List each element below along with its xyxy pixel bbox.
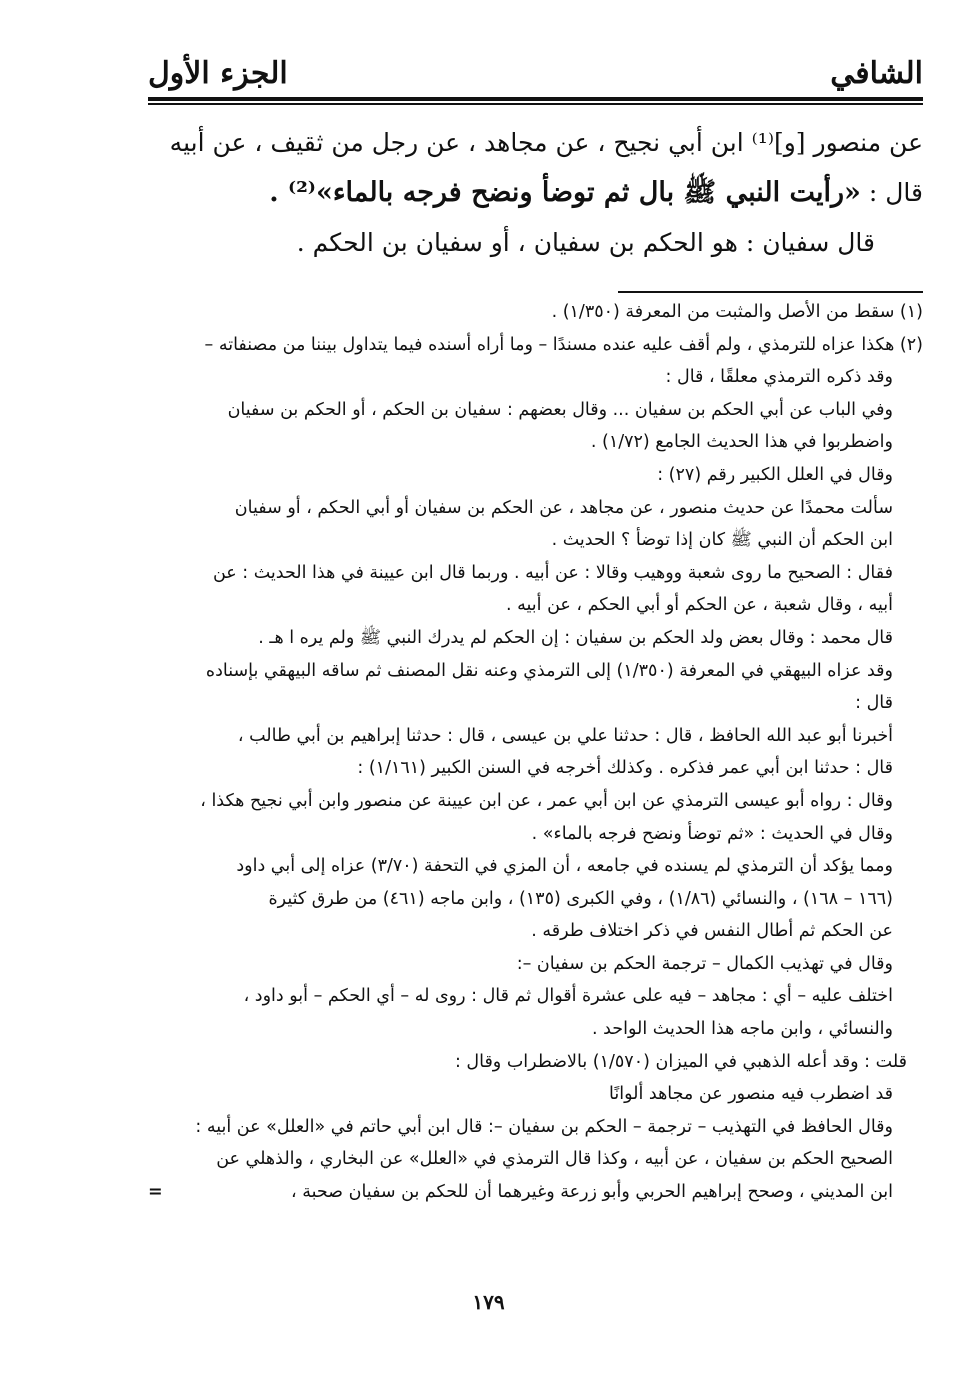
footnotes (148, 296, 923, 1209)
continuation-mark: = (148, 1182, 163, 1203)
footnote-text: ابن المديني ، وصحح إبراهيم الحربي وأبو زرعة وغيرهما أن للحكم بن سفيان صحبة ، (291, 1182, 893, 1203)
running-header (148, 44, 923, 96)
header-rule-thin (148, 103, 923, 105)
footnote-line: عن الحكم ثم أطال النفس في ذكر اختلاف طرقه . (531, 921, 893, 942)
footnote-line: سألت محمدًا عن حديث منصور ، عن مجاهد ، عن الحكم بن سفيان أو أبي الحكم ، أو سفيان (234, 497, 893, 518)
footnote-line: أبيه ، وقال شعبة ، عن الحكم أو أبي الحكم ، عن أبيه . (505, 595, 893, 616)
footnote-line: وقال في العلل الكبير رقم (٢٧) : (657, 464, 893, 485)
footnote-line: وقال : رواه أبو عيسى الترمذي عن ابن أبي عمر ، عن ابن عيينة عن منصور وابن أبي نجيح هكذا ، (200, 790, 893, 811)
footnote-line: وفي الباب عن أبي الحكم بن سفيان ... وقال بعضهم : سفيان بن الحكم ، أو الحكم بن سفيان (227, 399, 893, 420)
footnote-line: ومما يؤكد أن الترمذي لم يسنده في جامعه ، أن المزي في التحفة (٣/٧٠) عزاه إلى أبي داود (236, 856, 893, 877)
main-line (148, 168, 923, 218)
volume-label: الجزء الأول (148, 56, 288, 91)
footnote-line: وقد ذكره الترمذي معلقًا ، قال : (665, 367, 893, 388)
footnote-line: فقال : الصحيح ما روى شعبة ووهيب وقالا : عن أبيه . وربما قال ابن عيينة في هذا الحديث : عن (212, 562, 893, 583)
hadith-text: «رأيت النبي ﷺ بال ثم توضأ ونضح فرجه بالماء»⁽²⁾ . (269, 177, 861, 208)
footnote-line: قال : (855, 693, 893, 714)
footnote-line: قلت : وقد أعله الذهبي في الميزان (١/٥٧٠) بالاضطراب وقال : (454, 1051, 907, 1072)
footnote-line: (١) سقط من الأصل والمثبت من المعرفة (١/٣٥٠) . (551, 302, 923, 322)
hadith-intro: قال : (860, 178, 923, 207)
footnote-line (148, 1176, 923, 1209)
main-line: قال سفيان : هو الحكم بن سفيان ، أو سفيان بن الحكم . (296, 228, 875, 257)
footnote-line: قد اضطرب فيه منصور عن مجاهد ألوانًا (609, 1084, 893, 1105)
footnote-line: وقد عزاه البيهقي في المعرفة (١/٣٥٠) إلى الترمذي وعنه نقل المصنف ثم ساقه البيهقي بإسناده (205, 660, 893, 681)
footnote-line: الصحيح الحكم بن سفيان ، عن أبيه ، وكذا قال الترمذي في «العلل» عن البخاري ، والذهلي عن (216, 1149, 893, 1170)
footnote-line: أخبرنا أبو عبد الله الحافظ ، قال : حدثنا علي بن عيسى ، قال : حدثنا إبراهيم بن أبي طالب ، (237, 725, 893, 746)
footnote-line: قال : حدثنا ابن أبي عمر فذكره . وكذلك أخرجه في السنن الكبير (١/١٦١) : (357, 758, 893, 779)
main-text (148, 118, 923, 268)
footnote-line: ابن الحكم أن النبي ﷺ كان إذا توضأ ؟ الحديث . (551, 530, 893, 551)
page-number: ١٧٩ (472, 1290, 505, 1314)
footnote-line: قال محمد : وقال بعض ولد الحكم بن سفيان : إن الحكم لم يدرك النبي ﷺ ولم يره ا هـ . (258, 627, 893, 648)
header-rule-thick (148, 97, 923, 101)
footnote-line: اختلف عليه – أي : مجاهد – فيه على عشرة أقوال ثم قال : روى له – أي الحكم – أبو داود ، (243, 986, 893, 1007)
footnote-separator (618, 291, 923, 293)
footnote-line: وقال في تهذيب الكمال – ترجمة الحكم بن سفيان –: (516, 953, 893, 974)
footnote-line: (١٦٦ – ١٦٨) ، والنسائي (١/٨٦) ، وفي الكبرى (١٣٥) ، وابن ماجه (٤٦١) من طرق كثيرة (268, 888, 893, 909)
footnote-line: واضطربوا في هذا الحديث الجامع (١/٧٢) . (590, 432, 893, 453)
footnote-line: وقال في الحديث : «ثم توضأ ونضح فرجه بالماء» . (531, 823, 893, 844)
book-title: الشافي (830, 56, 923, 91)
footnote-line: وقال الحافظ في التهذيب – ترجمة – الحكم بن سفيان –: قال ابن أبي حاتم في «العلل» عن أبيه : (195, 1116, 893, 1137)
footnote-line: (٢) هكذا عزاه للترمذي ، ولم أقف عليه عنده مسندًا – وما أراه أسنده فيما يتداول بيننا من مصنفاته – (204, 334, 923, 355)
footnote-line: والنسائي ، وابن ماجه هذا الحديث الواحد . (592, 1019, 893, 1040)
main-line: عن منصور [و]⁽¹⁾ ابن أبي نجيح ، عن مجاهد ، عن رجل من ثقيف ، عن أبيه (169, 128, 923, 157)
